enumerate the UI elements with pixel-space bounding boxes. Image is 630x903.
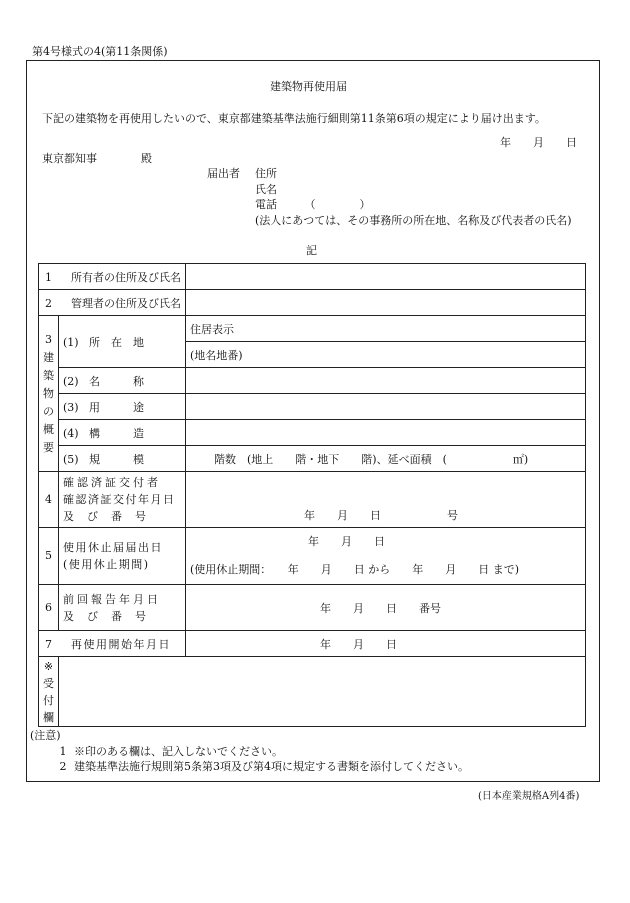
structure-label: 構 造 [89,426,144,440]
applicant-phone-label: 電話 （ ） [255,198,371,211]
suspension-period-label: (使用休止期間) [63,558,150,571]
row-reception [39,657,586,727]
reuse-start-field[interactable]: 年 月 日 [186,631,586,657]
manager-field[interactable] [186,290,586,316]
row-confirmation [39,472,586,528]
row-number: 7 [45,637,52,651]
row-name: (2) 名 称 [39,368,586,394]
building-summary-label: 3 建 築 物 の 概 要 [39,316,59,472]
row-owner [39,264,586,290]
form-id: 第4号様式の4(第11条関係) [32,45,168,58]
date-line: 年 月 日 [500,136,577,149]
confirmation-issuer-label: 確認済証交付者 [63,476,161,489]
row-structure: (4) 構 造 [39,420,586,446]
building-name-field[interactable] [186,368,586,394]
location-label: 所 在 地 [89,335,144,349]
reception-field [59,657,586,727]
intro-text: 下記の建築物を再使用したいので、東京都建築基準法施行細則第11条第6項の規定により届け出ます。 [42,112,546,125]
owner-field[interactable] [186,264,586,290]
details-table [38,263,586,727]
applicant-note: (法人にあつては、その事務所の所在地、名称及び代表者の氏名) [255,214,572,227]
reception-label: ※ 受 付 欄 [39,657,59,727]
scale-label: 規 模 [89,452,144,466]
previous-report-field[interactable]: 年 月 日 番号 [186,585,586,631]
scale-field[interactable]: 階数 (地上 階・地下 階)、延べ面積 ( ㎡) [186,446,586,472]
row-number: 4 [45,492,52,506]
row-manager [39,290,586,316]
row-reuse-start [39,631,586,657]
previous-report-date-label: 前回報告年月日 [63,592,161,606]
lot-number-field[interactable]: (地名地番) [186,342,586,368]
name-label: 名 称 [89,374,144,388]
owner-label: 所有者の住所及び氏名 [71,270,181,284]
use-field[interactable] [186,394,586,420]
row-number: 6 [45,600,52,614]
note-item: 2 建築基準法施行規則第5条第3項及び第4項に規定する書類を添付してください。 [59,760,469,773]
ki-heading: 記 [306,244,317,257]
confirmation-number-label: 及 び 番 号 [63,510,147,523]
paper-size-note: (日本産業規格A列4番) [478,791,580,802]
manager-label: 管理者の住所及び氏名 [71,296,181,310]
use-label: 用 途 [89,400,144,414]
confirmation-date-label: 確認済証交付年月日 [63,493,176,506]
row-number: 1 [45,270,52,284]
applicant-address-label: 住所 [255,167,277,180]
row-location-1: 3 建 築 物 の 概 要 (1) 所 在 地 住居表示 [39,316,586,342]
row-number: 3 [45,332,52,346]
row-number: 5 [45,549,52,562]
previous-report-number-label: 及 び 番 号 [63,609,147,623]
applicant-name-label: 氏名 [255,183,277,196]
residence-display-field[interactable]: 住居表示 [186,316,586,342]
suspension-field[interactable]: 年 月 日 (使用休止期間： 年 月 日 から 年 月 日 まで) [186,528,586,585]
row-suspension [39,528,586,585]
row-use: (3) 用 途 [39,394,586,420]
structure-field[interactable] [186,420,586,446]
suspension-date-label: 使用休止届届出日 [63,541,163,554]
row-previous-report [39,585,586,631]
reuse-start-label: 再使用開始年月日 [71,637,171,651]
notes-header: (注意) [30,729,61,742]
confirmation-field[interactable]: 年 月 日 号 [186,472,586,528]
addressee: 東京都知事 殿 [42,152,152,165]
row-number: 2 [45,296,52,310]
row-scale: (5) 規 模 階数 (地上 階・地下 階)、延べ面積 ( ㎡) [39,446,586,472]
form-title: 建築物再使用届 [270,80,347,93]
applicant-label: 届出者 [207,167,240,180]
note-item: 1 ※印のある欄は、記入しないでください。 [59,745,283,758]
